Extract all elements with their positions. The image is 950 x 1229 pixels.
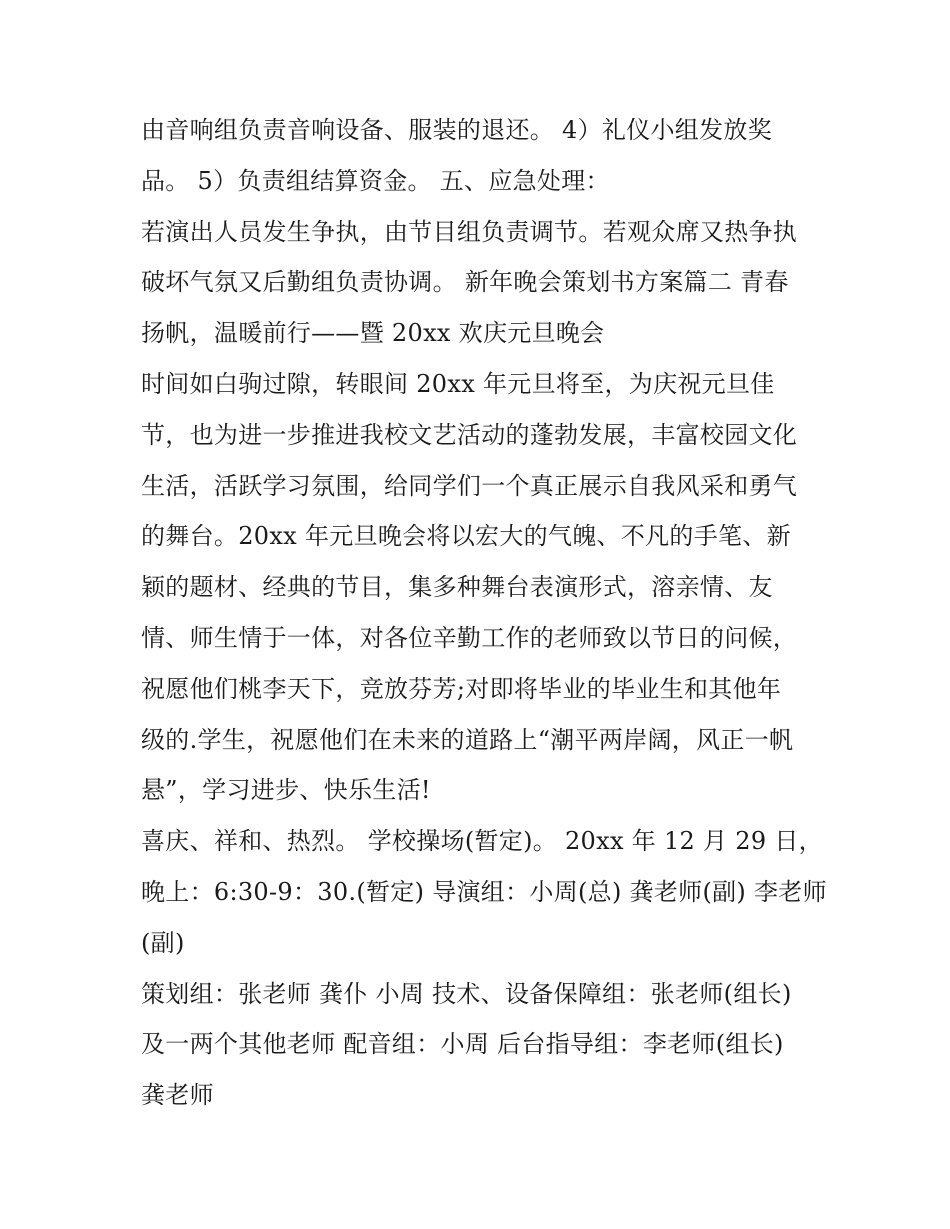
text-line: 龚老师: [141, 1081, 214, 1110]
document-body: [141, 105, 827, 1121]
text-line: 策划组：张老师 龚仆 小周 技术、设备保障组：张老师(组长): [141, 979, 792, 1008]
text-line: 悬”，学习进步、快乐生活!: [141, 776, 431, 805]
text-line: 品。 5）负责组结算资金。 五、应急处理：: [141, 166, 610, 195]
text-line: 喜庆、祥和、热烈。 学校操场(暂定)。 20xx 年 12 月 29 日，: [141, 827, 823, 856]
text-line: 破坏气氛又后勤组负责协调。 新年晚会策划书方案篇二 青春: [141, 268, 789, 297]
text-line: 晚上：6:30-9：30.(暂定) 导演组：小周(总) 龚老师(副) 李老师: [141, 877, 827, 906]
text-line: 及一两个其他老师 配音组：小周 后台指导组：李老师(组长): [141, 1030, 784, 1059]
text-line: 若演出人员发生争执，由节目组负责调节。若观众席又热争执: [141, 217, 798, 246]
text-line: (副): [141, 928, 185, 957]
text-line: 级的.学生，祝愿他们在未来的道路上“潮平两岸阔，风正一帆: [141, 725, 794, 754]
text-line: 的舞台。20xx 年元旦晚会将以宏大的气魄、不凡的手笔、新: [141, 522, 791, 551]
text-line: 扬帆，温暖前行——暨 20xx 欢庆元旦晚会: [141, 319, 605, 348]
text-line: 时间如白驹过隙，转眼间 20xx 年元旦将至，为庆祝元旦佳: [141, 369, 775, 398]
text-line: 颖的题材、经典的节目，集多种舞台表演形式，溶亲情、友: [141, 573, 773, 602]
text-line: 生活，活跃学习氛围，给同学们一个真正展示自我风采和勇气: [141, 471, 798, 500]
text-line: 由音响组负责音响设备、服装的退还。 4）礼仪小组发放奖: [141, 116, 772, 144]
text-line: 祝愿他们桃李天下，竞放芬芳;对即将毕业的毕业生和其他年: [141, 674, 782, 703]
text-line: 节，也为进一步推进我校文艺活动的蓬勃发展，丰富校园文化: [141, 420, 798, 449]
text-line: 情、师生情于一体，对各位辛勤工作的老师致以节日的问候，: [141, 623, 798, 652]
